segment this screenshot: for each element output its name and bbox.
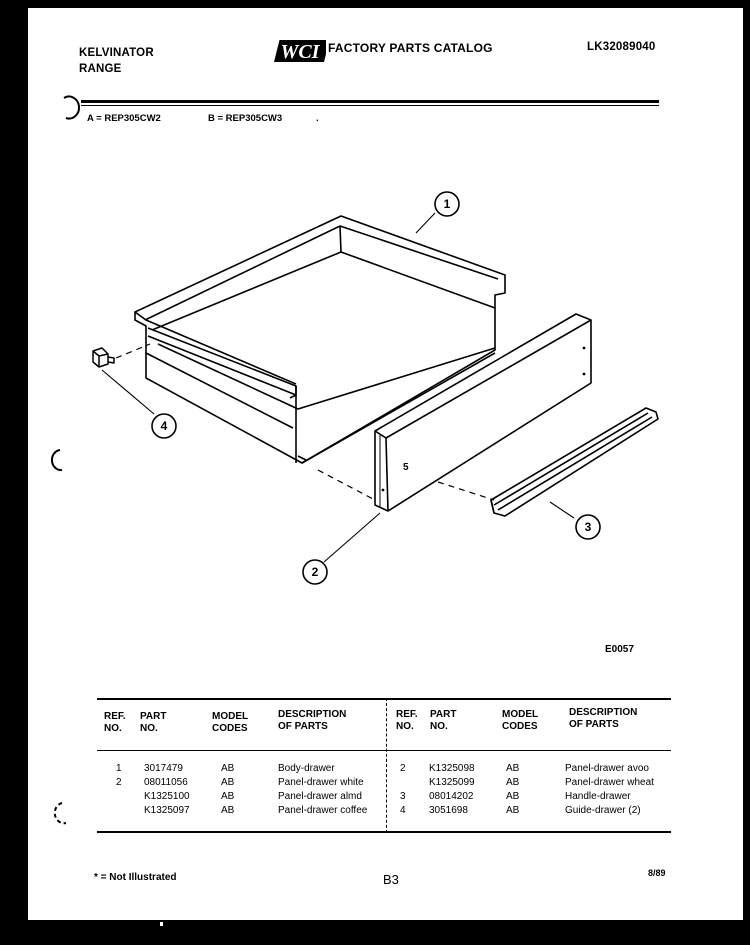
table-cell-desc: Body-drawer xyxy=(278,763,335,774)
left-codes-header: MODEL CODES xyxy=(212,711,249,734)
table-divider xyxy=(386,698,387,833)
revision-date: 8/89 xyxy=(648,868,666,878)
model-dot: . xyxy=(316,113,319,124)
table-cell-part: K1325098 xyxy=(429,763,475,774)
table-cell-desc: Panel-drawer avoo xyxy=(565,763,649,774)
figure-code: E0057 xyxy=(605,644,634,655)
right-codes-header: MODEL CODES xyxy=(502,709,539,732)
right-desc-header: DESCRIPTION OF PARTS xyxy=(569,707,638,730)
table-cell-codes: AB xyxy=(506,763,520,774)
table-cell-desc: Panel-drawer coffee xyxy=(278,805,368,816)
table-bottom-rule xyxy=(97,831,671,833)
callout-3-label: 3 xyxy=(584,520,592,534)
table-cell-part: 3051698 xyxy=(429,805,468,816)
model-a-label: A = REP305CW2 xyxy=(87,113,161,124)
brand-name: KELVINATOR xyxy=(79,47,154,59)
catalog-number: LK32089040 xyxy=(587,41,656,53)
svg-text:5: 5 xyxy=(403,462,409,473)
table-cell-part: K1325100 xyxy=(144,791,190,802)
callout-4-label: 4 xyxy=(160,419,168,433)
right-ref-header: REF. NO. xyxy=(396,709,418,732)
table-cell-ref: 4 xyxy=(400,805,406,816)
left-ref-header: REF. NO. xyxy=(104,711,126,734)
product-type: RANGE xyxy=(79,63,122,75)
table-cell-codes: AB xyxy=(221,777,235,788)
table-cell-codes: AB xyxy=(221,763,235,774)
page-number: B3 xyxy=(383,872,399,887)
table-cell-codes: AB xyxy=(506,777,520,788)
left-part-header: PART NO. xyxy=(140,711,167,734)
table-cell-desc: Handle-drawer xyxy=(565,791,631,802)
table-cell-ref: 1 xyxy=(116,763,122,774)
scan-artifact xyxy=(160,922,163,926)
callout-2-label: 2 xyxy=(311,565,319,579)
table-cell-ref: 2 xyxy=(400,763,406,774)
table-cell-part: K1325097 xyxy=(144,805,190,816)
table-top-rule xyxy=(97,698,671,700)
table-cell-part: 08014202 xyxy=(429,791,474,802)
right-part-header: PART NO. xyxy=(430,709,457,732)
catalog-page xyxy=(28,8,743,920)
table-cell-ref: 2 xyxy=(116,777,122,788)
table-header-rule xyxy=(97,750,671,751)
table-cell-codes: AB xyxy=(221,805,235,816)
drawer-guide xyxy=(93,348,114,367)
table-cell-desc: Panel-drawer white xyxy=(278,777,364,788)
model-b-label: B = REP305CW3 xyxy=(208,113,283,124)
table-cell-codes: AB xyxy=(506,805,520,816)
svg-text:WCI: WCI xyxy=(280,41,320,63)
table-cell-codes: AB xyxy=(506,791,520,802)
catalog-title: FACTORY PARTS CATALOG xyxy=(328,41,493,55)
table-cell-part: 3017479 xyxy=(144,763,183,774)
table-cell-desc: Guide-drawer (2) xyxy=(565,805,641,816)
left-desc-header: DESCRIPTION OF PARTS xyxy=(278,709,347,732)
table-cell-ref: 3 xyxy=(400,791,406,802)
table-cell-part: K1325099 xyxy=(429,777,475,788)
table-cell-part: 08011056 xyxy=(144,777,188,788)
table-cell-desc: Panel-drawer wheat xyxy=(565,777,654,788)
callout-1-label: 1 xyxy=(443,197,451,211)
table-cell-desc: Panel-drawer almd xyxy=(278,791,362,802)
not-illustrated-note: * = Not Illustrated xyxy=(94,872,177,883)
table-cell-codes: AB xyxy=(221,791,235,802)
